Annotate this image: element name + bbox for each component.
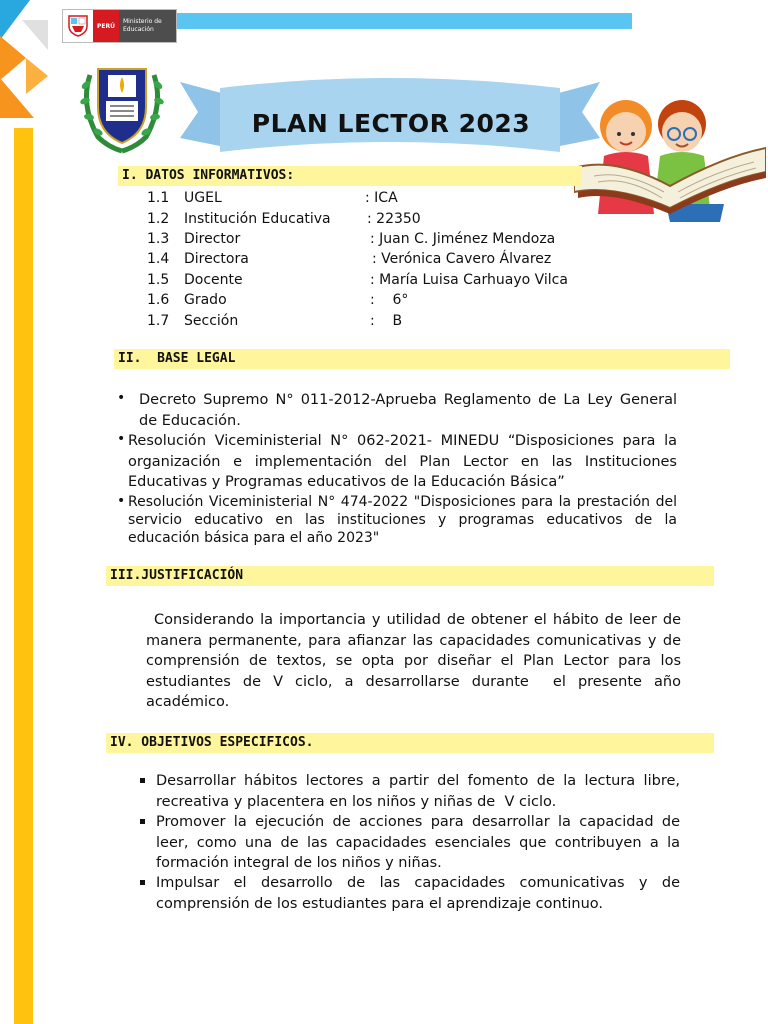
section-heading-justificacion: III.JUSTIFICACIÓN [106, 566, 714, 586]
peru-shield-icon [63, 10, 93, 40]
info-row-number: 1.5 [147, 272, 170, 288]
info-row-value: : María Luisa Carhuayo Vilca [370, 272, 568, 288]
bullet-icon: • [117, 493, 126, 509]
info-row-value: : Verónica Cavero Álvarez [372, 251, 552, 267]
section-heading-base-legal: II. BASE LEGAL [114, 349, 730, 369]
info-row-number: 1.4 [147, 251, 170, 267]
bullet-icon: • [117, 431, 126, 447]
left-yellow-bar [14, 128, 33, 1024]
objetivo-item: Desarrollar hábitos lectores a partir del fomento de la lectura libre, recreativa y placentera en los niños y niñas de V ciclo. [156, 773, 685, 810]
info-row-label: Directora [184, 251, 249, 267]
base-legal-item: Decreto Supremo N° 011-2012-Aprueba Reglamento de La Ley General de Educación. [139, 392, 677, 429]
info-row-label: UGEL [184, 190, 222, 206]
section-heading-datos: I. DATOS INFORMATIVOS: [118, 166, 582, 186]
decorative-corner-shapes [0, 0, 60, 130]
kids-reading-illustration [574, 96, 766, 232]
info-row-number: 1.7 [147, 313, 170, 329]
info-row-number: 1.1 [147, 190, 170, 206]
info-row-value: : ICA [365, 190, 398, 206]
objetivo-item: Impulsar el desarrollo de las capacidades comunicativas y de comprensión de los estudiantes para el aprendizaje continuo. [156, 875, 680, 912]
school-crest-icon [76, 55, 168, 155]
info-row-number: 1.2 [147, 211, 170, 227]
logo-country-label: PERÚ [93, 10, 119, 42]
info-row-label: Sección [184, 313, 239, 329]
top-blue-bar [175, 13, 632, 29]
info-row-value: : 22350 [367, 211, 421, 227]
logo-ministry-label: Ministerio de Educación [119, 10, 176, 42]
info-row-label: Institución Educativa [184, 211, 331, 227]
square-bullet-icon [140, 819, 145, 824]
info-row-value: : B [370, 313, 403, 329]
section-heading-objetivos: IV. OBJETIVOS ESPECIFICOS. [106, 733, 714, 753]
page-title: PLAN LECTOR 2023 [251, 109, 531, 138]
bullet-icon: • [117, 390, 126, 406]
info-row-value: : 6° [370, 292, 409, 308]
base-legal-item: Resolución Viceministerial N° 062-2021- MINEDU “Disposiciones para la organización e implementación del Plan Lector en las Instituciones Educativas y Programas educativos de la Educación Básica” [128, 433, 677, 490]
objetivo-item: Promover la ejecución de acciones para desarrollar la capacidad de leer, como una de las capacidades esenciales que contribuyen a la formación integral de los niños y niñas. [156, 814, 680, 871]
info-row-label: Director [184, 231, 241, 247]
justificacion-text: Considerando la importancia y utilidad de obtener el hábito de leer de manera permanente, para afianzar las capacidades comunicativas y de comprensión de textos, se opta por diseñar el Plan Lector para los estudiantes de V ciclo, a desarrollarse durante el presente año académico. [146, 612, 686, 710]
info-row-value: : Juan C. Jiménez Mendoza [370, 231, 556, 247]
square-bullet-icon [140, 880, 145, 885]
info-row-label: Grado [184, 292, 227, 308]
ministry-logo [62, 9, 177, 43]
square-bullet-icon [140, 778, 145, 783]
info-row-number: 1.3 [147, 231, 170, 247]
base-legal-item: Resolución Viceministerial N° 474-2022 "Disposiciones para la prestación del servicio educativo en las instituciones y programas educativos de la educación básica para el año 2023" [128, 494, 677, 546]
info-row-label: Docente [184, 272, 243, 288]
info-row-number: 1.6 [147, 292, 170, 308]
